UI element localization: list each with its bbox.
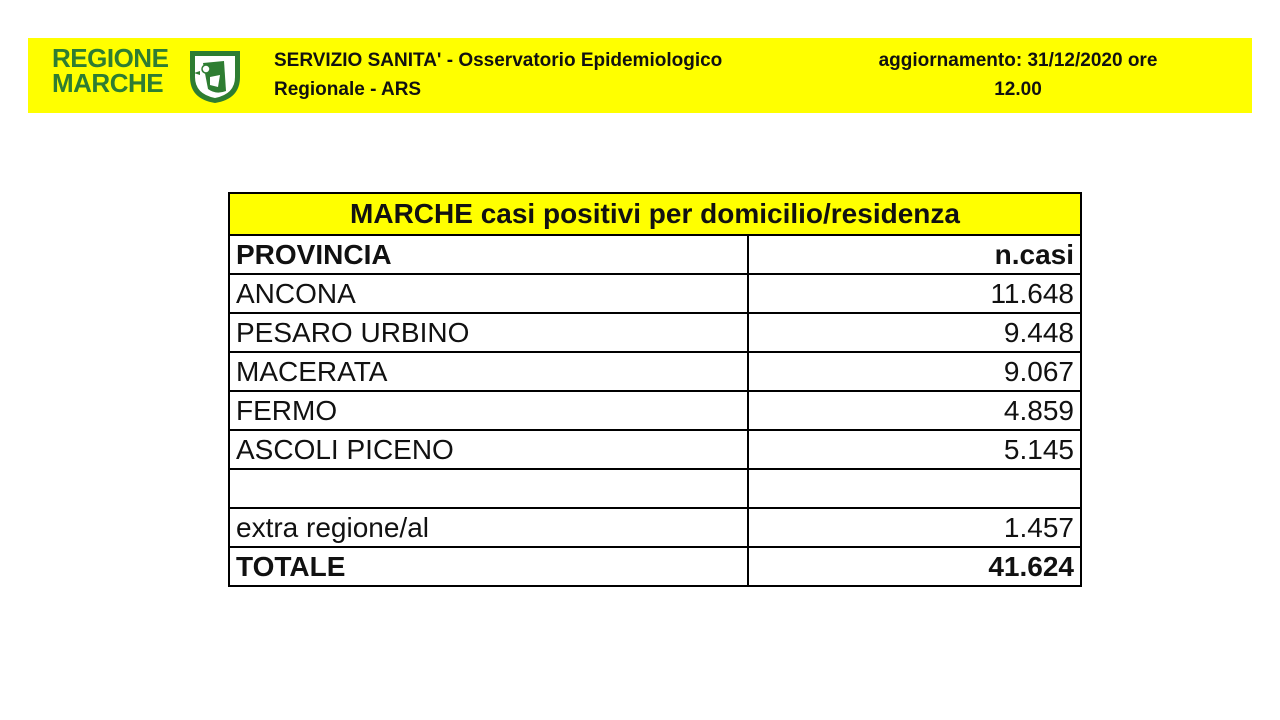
table-header-row [229,235,1081,274]
column-header-province: PROVINCIA [229,235,748,274]
table-title-row [229,193,1081,235]
table-row [229,313,1081,352]
total-value: 41.624 [748,547,1081,586]
province-cell: FERMO [229,391,748,430]
logo-line1: REGIONE [52,43,169,73]
cases-cell [748,469,1081,508]
header-banner [28,38,1252,113]
service-title [274,46,804,104]
table-row [229,352,1081,391]
province-cell: extra regione/al [229,508,748,547]
total-label: TOTALE [229,547,748,586]
update-line1: aggiornamento: 31/12/2020 ore [878,50,1158,71]
column-header-cases: n.casi [748,235,1081,274]
province-cell: PESARO URBINO [229,313,748,352]
province-cell [229,469,748,508]
province-cell: ASCOLI PICENO [229,430,748,469]
table-row [229,508,1081,547]
service-line2: Regionale - ARS [274,79,422,100]
table-row [229,430,1081,469]
cases-cell: 5.145 [748,430,1081,469]
cases-cell: 4.859 [748,391,1081,430]
logo-line2: MARCHE [52,68,164,98]
regione-marche-emblem-icon [186,47,244,105]
update-info [838,46,1198,104]
table-row [229,391,1081,430]
service-line1: SERVIZIO SANITA' - Osservatorio Epidemiologico [274,50,723,71]
province-cell: MACERATA [229,352,748,391]
table-title: MARCHE casi positivi per domicilio/residenza [229,193,1081,235]
table-row [229,274,1081,313]
cases-cell: 9.448 [748,313,1081,352]
province-cell: ANCONA [229,274,748,313]
cases-by-province-table [228,192,1082,587]
cases-cell: 9.067 [748,352,1081,391]
update-line2: 12.00 [994,79,1042,100]
regione-marche-logo-text [52,43,169,98]
cases-cell: 11.648 [748,274,1081,313]
cases-cell: 1.457 [748,508,1081,547]
table-row-empty [229,469,1081,508]
table-total-row [229,547,1081,586]
